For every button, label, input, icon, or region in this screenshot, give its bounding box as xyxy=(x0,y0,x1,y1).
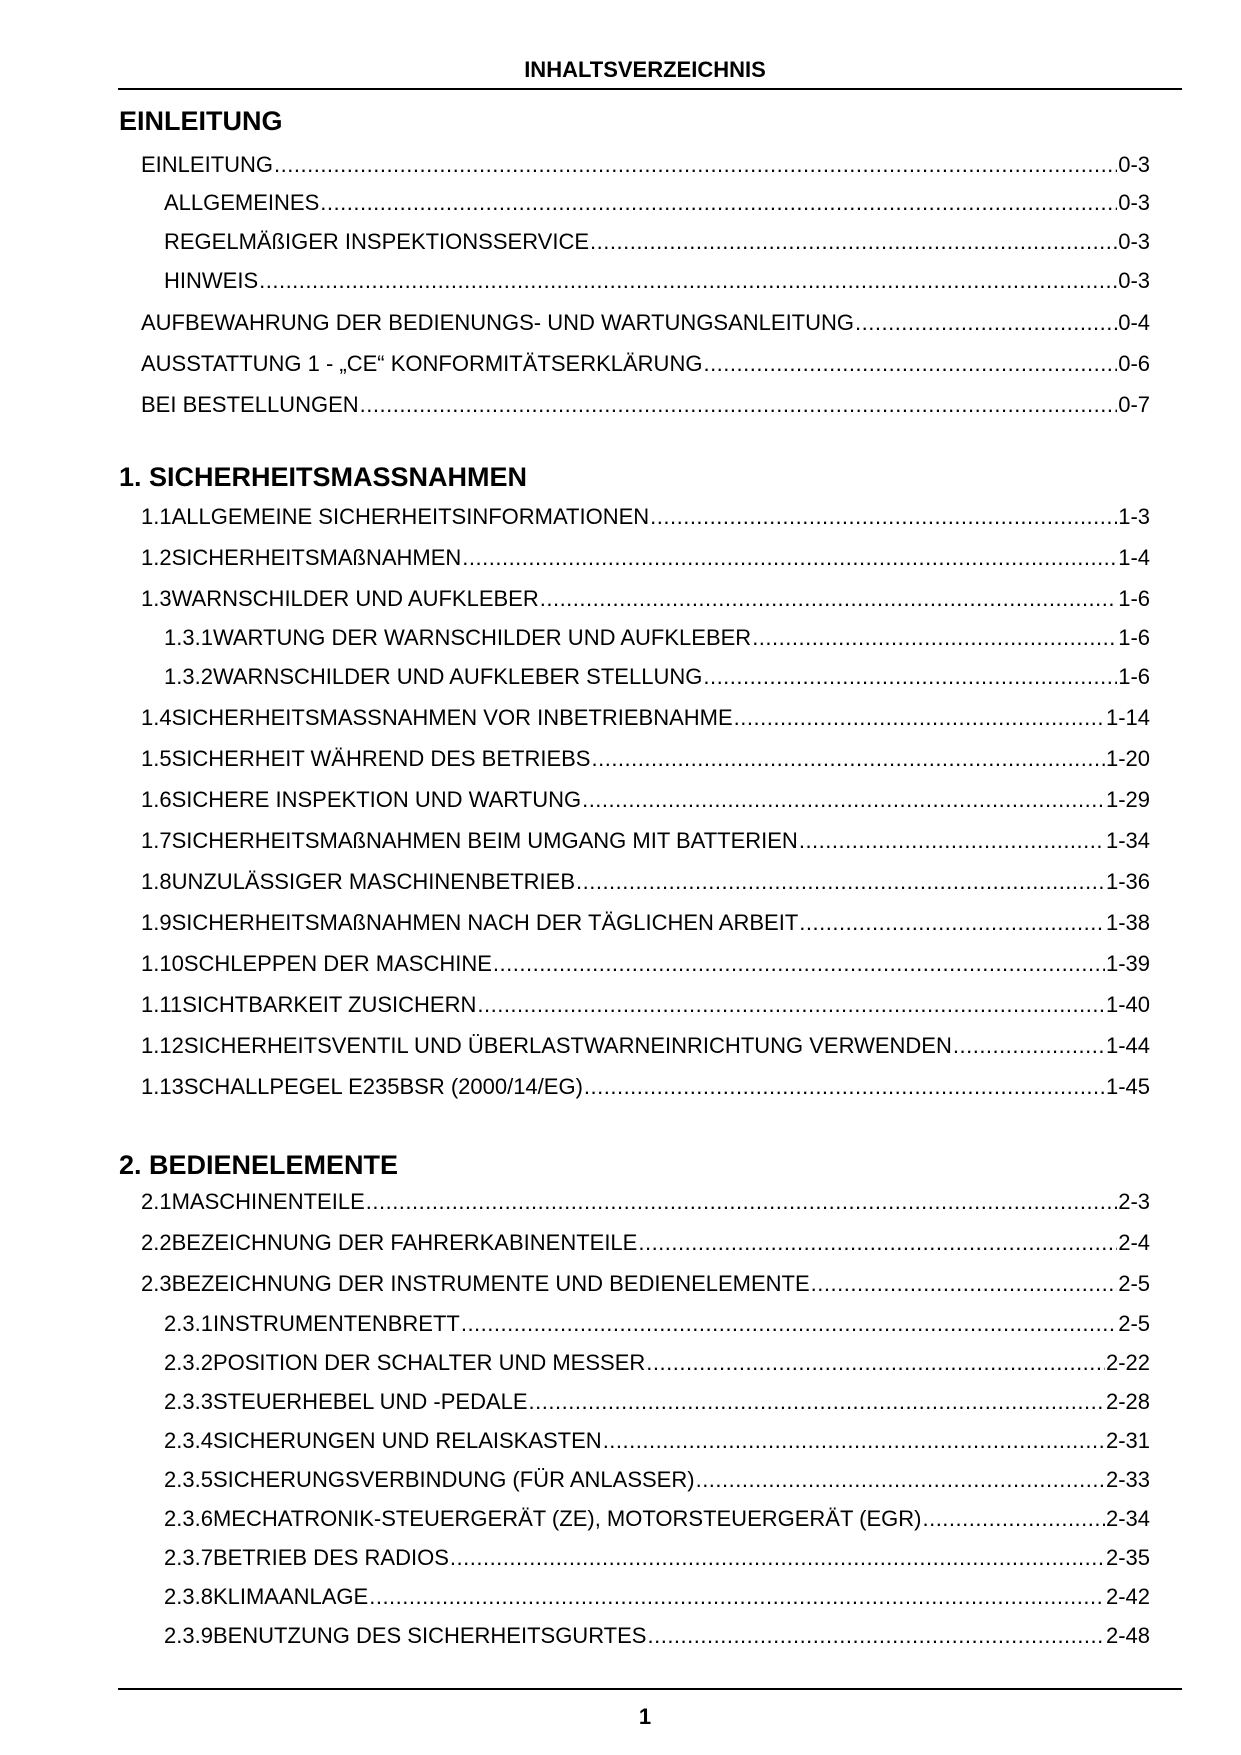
toc-entry[interactable] xyxy=(141,910,1150,936)
dot-leader xyxy=(584,1074,1105,1100)
dot-leader xyxy=(696,1467,1105,1493)
toc-entry-label: MASCHINENTEILE xyxy=(171,1189,365,1214)
page-header-title: INHALTSVERZEICHNIS xyxy=(524,57,766,82)
toc-entry[interactable] xyxy=(164,229,1150,255)
toc-entry-label: REGELMÄßIGER INSPEKTIONSSERVICE xyxy=(164,229,590,254)
toc-entry-label: BENUTZUNG DES SICHERHEITSGURTES xyxy=(212,1623,647,1648)
dot-leader xyxy=(799,828,1105,854)
toc-entry-label: BEI BESTELLUNGEN xyxy=(141,392,359,417)
toc-entry-page: 1-4 xyxy=(1118,545,1150,570)
section-title: 2. BEDIENELEMENTE xyxy=(119,1150,399,1180)
toc-entry[interactable] xyxy=(164,1389,1150,1415)
dot-leader xyxy=(493,951,1105,977)
dot-leader xyxy=(855,310,1117,336)
toc-entry-number: 2.3.9 xyxy=(164,1623,213,1648)
toc-entry-label: INSTRUMENTENBRETT xyxy=(212,1311,460,1336)
toc-entry-page: 2-33 xyxy=(1105,1467,1150,1492)
toc-entry-number: 2.3.3 xyxy=(164,1389,213,1414)
toc-entry[interactable] xyxy=(141,951,1150,977)
toc-entry-label: BEZEICHNUNG DER INSTRUMENTE UND BEDIENELEMENTE xyxy=(171,1271,810,1296)
dot-leader xyxy=(576,869,1105,895)
toc-entry-page: 1-3 xyxy=(1118,504,1150,529)
toc-entry-page: 2-4 xyxy=(1118,1230,1150,1255)
toc-entry-number: 1.3.2 xyxy=(164,664,213,689)
toc-entry-label: SCHALLPEGEL E235BSR (2000/14/EG) xyxy=(183,1074,583,1099)
toc-entry-label: POSITION DER SCHALTER UND MESSER xyxy=(212,1350,646,1375)
toc-entry-number: 2.3.5 xyxy=(164,1467,213,1492)
toc-entry-label: STEUERHEBEL UND -PEDALE xyxy=(212,1389,528,1414)
toc-entry-label: MECHATRONIK-STEUERGERÄT (ZE), MOTORSTEUERGERÄT (EGR) xyxy=(212,1506,922,1531)
toc-entry-number: 1.7 xyxy=(141,828,172,853)
dot-leader xyxy=(450,1545,1105,1571)
toc-entry-label: HINWEIS xyxy=(164,268,259,293)
toc-entry[interactable] xyxy=(164,1623,1150,1649)
toc-entry-page: 2-3 xyxy=(1118,1189,1150,1214)
page-number: 1 xyxy=(638,1704,652,1729)
toc-entry-page: 1-38 xyxy=(1105,910,1150,935)
toc-entry-label: SICHERHEITSVENTIL UND ÜBERLASTWARNEINRICHTUNG VERWENDEN xyxy=(183,1033,952,1058)
section-title: EINLEITUNG xyxy=(119,106,283,136)
toc-entry-number: 1.13 xyxy=(141,1074,184,1099)
toc-entry-page: 2-42 xyxy=(1105,1584,1150,1609)
toc-entry[interactable] xyxy=(164,268,1150,294)
toc-entry[interactable] xyxy=(164,1584,1150,1610)
toc-entry-page: 1-14 xyxy=(1105,705,1150,730)
footer-rule xyxy=(118,1688,1182,1690)
toc-entry[interactable] xyxy=(141,1189,1150,1215)
toc-entry[interactable] xyxy=(164,1350,1150,1376)
toc-entry-number: 1.1 xyxy=(141,504,172,529)
dot-leader xyxy=(703,664,1117,690)
toc-entry[interactable] xyxy=(164,1428,1150,1454)
toc-entry-page: 2-28 xyxy=(1105,1389,1150,1414)
dot-leader xyxy=(462,545,1117,571)
toc-entry-page: 1-39 xyxy=(1105,951,1150,976)
toc-entry-number: 1.8 xyxy=(141,869,172,894)
toc-entry-page: 2-5 xyxy=(1118,1311,1150,1336)
toc-entry-number: 2.3.6 xyxy=(164,1506,213,1531)
toc-entry-number: 2.3.8 xyxy=(164,1584,213,1609)
toc-entry[interactable] xyxy=(141,992,1150,1018)
toc-entry-number: 1.5 xyxy=(141,746,172,771)
dot-leader xyxy=(540,586,1117,612)
dot-leader xyxy=(590,229,1117,255)
toc-entry[interactable] xyxy=(164,1311,1150,1337)
toc-entry[interactable] xyxy=(141,392,1150,418)
toc-entry-page: 0-7 xyxy=(1118,392,1150,417)
dot-leader xyxy=(603,1428,1105,1454)
toc-entry-label: SICHERUNGEN UND RELAISKASTEN xyxy=(212,1428,602,1453)
toc-entry-page: 0-3 xyxy=(1118,190,1150,215)
toc-entry-page: 1-44 xyxy=(1105,1033,1150,1058)
dot-leader xyxy=(922,1506,1104,1532)
toc-entry-page: 1-45 xyxy=(1105,1074,1150,1099)
toc-entry-page: 0-6 xyxy=(1118,351,1150,376)
toc-entry-label: SICHERHEITSMAßNAHMEN xyxy=(171,545,462,570)
toc-entry-number: 2.3 xyxy=(141,1271,172,1296)
toc-entry[interactable] xyxy=(141,152,1150,178)
toc-entry[interactable] xyxy=(141,1033,1150,1059)
dot-leader xyxy=(259,268,1117,294)
dot-leader xyxy=(529,1389,1105,1415)
toc-entry[interactable] xyxy=(141,1271,1150,1297)
toc-entry[interactable] xyxy=(164,1506,1150,1532)
dot-leader xyxy=(366,1189,1117,1215)
toc-entry-label: SICHTBARKEIT ZUSICHERN xyxy=(182,992,477,1017)
toc-entry-page: 1-6 xyxy=(1118,586,1150,611)
dot-leader xyxy=(734,705,1105,731)
toc-entry-number: 1.3.1 xyxy=(164,625,213,650)
toc-entry[interactable] xyxy=(141,504,1150,530)
dot-leader xyxy=(703,351,1117,377)
toc-entry-label: SICHERUNGSVERBINDUNG (FÜR ANLASSER) xyxy=(212,1467,695,1492)
toc-entry-page: 2-31 xyxy=(1105,1428,1150,1453)
dot-leader xyxy=(646,1350,1105,1376)
dot-leader xyxy=(320,190,1117,216)
toc-entry-label: SCHLEPPEN DER MASCHINE xyxy=(183,951,492,976)
toc-entry-label: ALLGEMEINES xyxy=(164,190,320,215)
toc-entry-label: WARNSCHILDER UND AUFKLEBER xyxy=(171,586,539,611)
dot-leader xyxy=(274,152,1117,178)
toc-entry-label: SICHERHEIT WÄHREND DES BETRIEBS xyxy=(171,746,591,771)
toc-entry-page: 0-4 xyxy=(1118,310,1150,335)
dot-leader xyxy=(360,392,1118,418)
toc-entry[interactable] xyxy=(164,1467,1150,1493)
dot-leader xyxy=(582,787,1105,813)
toc-entry-label: WARNSCHILDER UND AUFKLEBER STELLUNG xyxy=(212,664,703,689)
toc-entry-number: 2.3.1 xyxy=(164,1311,213,1336)
toc-entry[interactable] xyxy=(164,190,1150,216)
toc-entry[interactable] xyxy=(141,746,1150,772)
toc-entry-label: SICHERHEITSMASSNAHMEN VOR INBETRIEBNAHME xyxy=(171,705,733,730)
toc-entry-number: 1.9 xyxy=(141,910,172,935)
toc-entry[interactable] xyxy=(164,625,1150,651)
toc-entry[interactable] xyxy=(141,1230,1150,1256)
toc-entry[interactable] xyxy=(141,310,1150,336)
toc-entry-number: 1.3 xyxy=(141,586,172,611)
toc-entry-page: 1-34 xyxy=(1105,828,1150,853)
toc-entry[interactable] xyxy=(141,828,1150,854)
toc-entry[interactable] xyxy=(141,787,1150,813)
toc-entry[interactable] xyxy=(141,545,1150,571)
toc-entry[interactable] xyxy=(141,869,1150,895)
toc-entry[interactable] xyxy=(141,351,1150,377)
dot-leader xyxy=(647,1623,1104,1649)
toc-entry-page: 0-3 xyxy=(1118,152,1150,177)
section-title: 1. SICHERHEITSMASSNAHMEN xyxy=(119,462,528,492)
toc-entry-page: 2-22 xyxy=(1105,1350,1150,1375)
dot-leader xyxy=(650,504,1117,530)
toc-entry-page: 1-36 xyxy=(1105,869,1150,894)
toc-entry-page: 1-29 xyxy=(1105,787,1150,812)
dot-leader xyxy=(477,992,1105,1018)
dot-leader xyxy=(953,1033,1105,1059)
toc-entry-number: 1.4 xyxy=(141,705,172,730)
toc-entry-label: BETRIEB DES RADIOS xyxy=(212,1545,449,1570)
toc-entry-label: AUSSTATTUNG 1 - „CE“ KONFORMITÄTSERKLÄRUNG xyxy=(141,351,703,376)
toc-entry-label: UNZULÄSSIGER MASCHINENBETRIEB xyxy=(171,869,575,894)
toc-entry-page: 1-40 xyxy=(1105,992,1150,1017)
toc-entry-label: SICHERHEITSMAßNAHMEN NACH DER TÄGLICHEN ARBEIT xyxy=(171,910,799,935)
toc-entry-number: 2.3.2 xyxy=(164,1350,213,1375)
dot-leader xyxy=(461,1311,1117,1337)
dot-leader xyxy=(799,910,1105,936)
toc-entry[interactable] xyxy=(141,705,1150,731)
toc-entry-number: 2.3.7 xyxy=(164,1545,213,1570)
toc-entry[interactable] xyxy=(141,1074,1150,1100)
dot-leader xyxy=(811,1271,1118,1297)
toc-entry-page: 0-3 xyxy=(1118,268,1150,293)
toc-entry-number: 1.11 xyxy=(141,992,183,1017)
toc-entry-page: 1-6 xyxy=(1118,664,1150,689)
toc-entry[interactable] xyxy=(141,586,1150,612)
toc-entry-label: AUFBEWAHRUNG DER BEDIENUNGS- UND WARTUNGSANLEITUNG xyxy=(141,310,855,335)
toc-entry-page: 2-48 xyxy=(1105,1623,1150,1648)
toc-entry-page: 1-20 xyxy=(1105,746,1150,771)
toc-entry-label: EINLEITUNG xyxy=(141,152,274,177)
toc-entry-page: 2-5 xyxy=(1118,1271,1150,1296)
toc-entry-label: SICHERHEITSMAßNAHMEN BEIM UMGANG MIT BATTERIEN xyxy=(171,828,798,853)
toc-entry-page: 2-34 xyxy=(1105,1506,1150,1531)
dot-leader xyxy=(752,625,1117,651)
toc-entry-page: 2-35 xyxy=(1105,1545,1150,1570)
toc-entry-number: 1.2 xyxy=(141,545,172,570)
toc-entry-number: 1.10 xyxy=(141,951,184,976)
toc-entry-label: WARTUNG DER WARNSCHILDER UND AUFKLEBER xyxy=(212,625,752,650)
dot-leader xyxy=(591,746,1104,772)
toc-entry-label: SICHERE INSPEKTION UND WARTUNG xyxy=(171,787,582,812)
toc-entry-label: KLIMAANLAGE xyxy=(212,1584,369,1609)
toc-entry[interactable] xyxy=(164,1545,1150,1571)
dot-leader xyxy=(638,1230,1117,1256)
toc-entry[interactable] xyxy=(164,664,1150,690)
toc-entry-number: 1.6 xyxy=(141,787,172,812)
toc-entry-label: ALLGEMEINE SICHERHEITSINFORMATIONEN xyxy=(171,504,650,529)
toc-entry-number: 2.3.4 xyxy=(164,1428,213,1453)
toc-entry-number: 1.12 xyxy=(141,1033,184,1058)
toc-entry-number: 2.1 xyxy=(141,1189,172,1214)
toc-entry-label: BEZEICHNUNG DER FAHRERKABINENTEILE xyxy=(171,1230,638,1255)
toc-entry-number: 2.2 xyxy=(141,1230,172,1255)
toc-entry-page: 1-6 xyxy=(1118,625,1150,650)
header-rule xyxy=(118,88,1182,90)
toc-entry-page: 0-3 xyxy=(1118,229,1150,254)
dot-leader xyxy=(369,1584,1105,1610)
